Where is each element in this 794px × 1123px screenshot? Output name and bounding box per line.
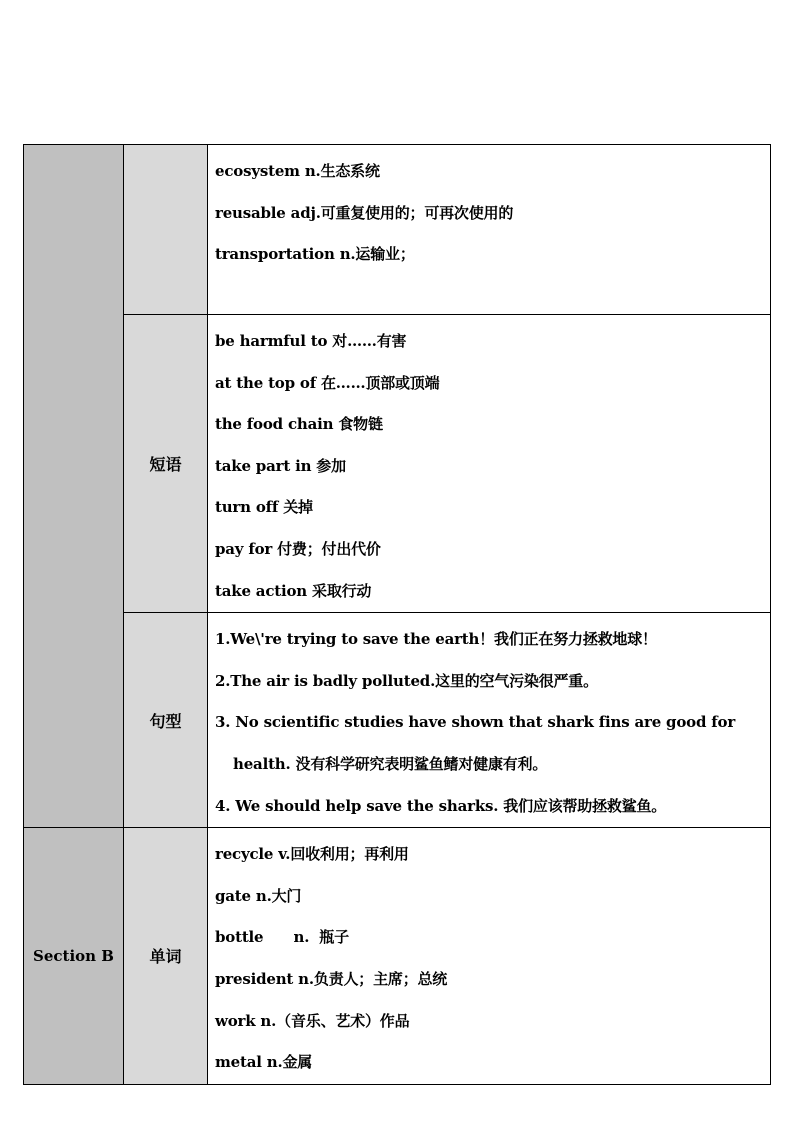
category-cell: [124, 828, 208, 1085]
phrase-line: at the top of 在……顶部或顶端: [215, 373, 440, 392]
category-cell: [124, 315, 208, 613]
category-cell: [124, 613, 208, 828]
sentence-line: 2.The air is badly polluted.这里的空气污染很严重。: [215, 671, 598, 690]
vocabulary-table: [23, 144, 771, 1085]
category-label: 单词: [149, 947, 182, 967]
category-label: 句型: [149, 711, 182, 731]
vocab-line: metal n.金属: [215, 1053, 313, 1072]
phrase-line: take action 采取行动: [215, 581, 372, 600]
vocab-line: bottle n. 瓶子: [215, 928, 349, 947]
section-cell: [24, 145, 124, 828]
vocab-line: gate n.大门: [215, 886, 302, 905]
section-cell: [24, 828, 124, 1085]
vocab-line: president n.负责人；主席；总统: [215, 969, 448, 988]
sentence-line: 3. No scientific studies have shown that shark fins are good for: [215, 713, 736, 732]
sentence-line: health. 没有科学研究表明鲨鱼鳍对健康有利。: [233, 754, 548, 773]
table-row: [24, 315, 771, 613]
vocab-line: ecosystem n.生态系统: [215, 162, 380, 180]
vocab-line: recycle v.回收利用；再利用: [215, 845, 409, 864]
content-cell: [208, 828, 771, 1085]
vocab-line: transportation n.运输业；: [215, 245, 415, 264]
content-cell: [208, 145, 771, 315]
table-row: [24, 145, 771, 315]
sentence-line: 1.We\'re trying to save the earth！我们正在努力拯救地球！: [215, 630, 657, 649]
phrase-line: be harmful to 对……有害: [215, 332, 407, 350]
content-cell: [208, 315, 771, 613]
table-row: [24, 613, 771, 828]
phrase-line: the food chain 食物链: [215, 415, 383, 434]
phrase-line: pay for 付费；付出代价: [215, 539, 381, 558]
vocab-line: work n.（音乐、艺术）作品: [215, 1011, 410, 1030]
sentence-line: 4. We should help save the sharks. 我们应该帮助拯救鲨鱼。: [215, 796, 667, 815]
category-label: 短语: [149, 455, 182, 475]
vocab-line: reusable adj.可重复使用的；可再次使用的: [215, 203, 514, 222]
phrase-line: turn off 关掉: [215, 498, 313, 517]
section-label: Section B: [33, 946, 114, 965]
category-cell: [124, 145, 208, 315]
phrase-line: take part in 参加: [215, 456, 346, 475]
table-row: [24, 828, 771, 1085]
content-cell: [208, 613, 771, 828]
